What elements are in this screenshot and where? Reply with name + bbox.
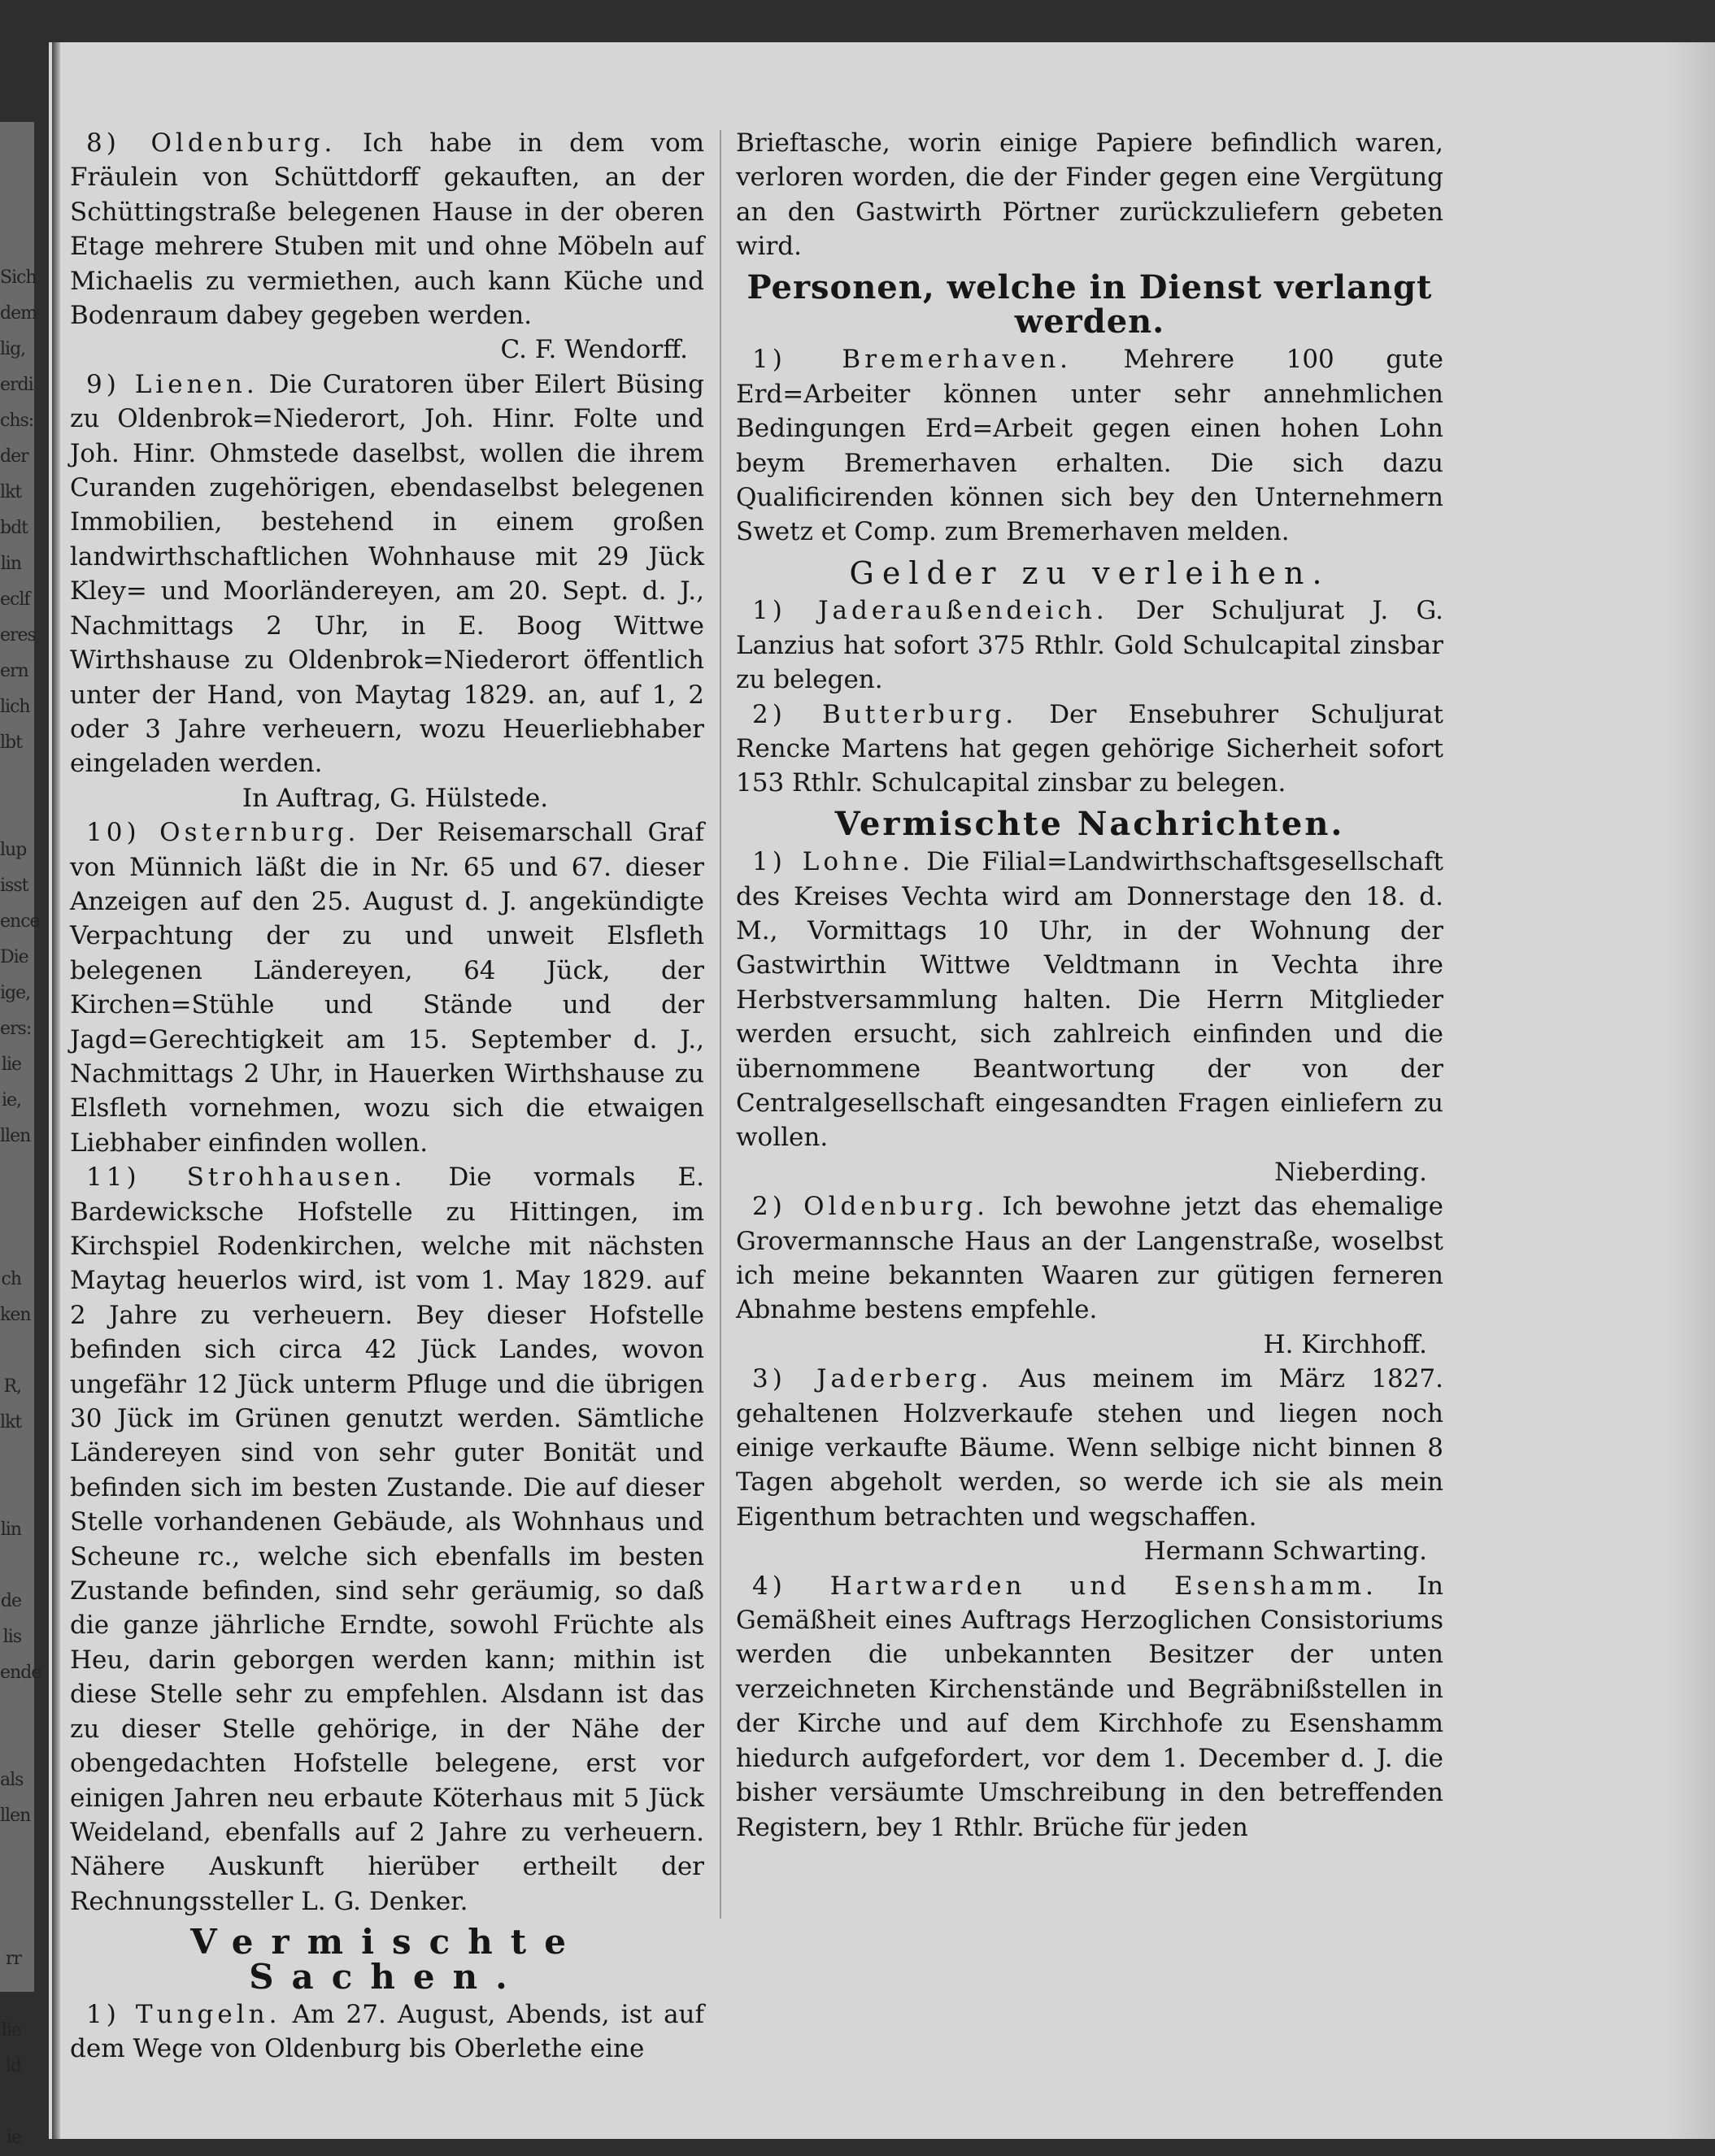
notice-text: Die Curatoren über Eilert Büsing zu Oldenbrok=Niederort, Joh. Hinr. Folte und Joh. Hinr. Ohmstede daselbst, wollen die ihrem Curanden zugehörigen, ebendaselbst belegenen Immobilien, bestehend in einem großen landwirthschaftlichen Wohnhause mit 29 Jück Kley= und Moorländereyen, am 20. Sept. d. J., Nachmittags 2 Uhr, in E. Boog Wittwe Wirthshause zu Oldenbrok=Niederort öffentlich unter der Hand, von Maytag 1829. an, auf 1, 2 oder 3 Jahre verheuern, wozu Heuerliebhaber eingeladen werden. xyxy=(70,369,704,779)
margin-fragment: de xyxy=(0,1591,21,1611)
margin-fragment xyxy=(0,761,21,797)
margin-fragment xyxy=(0,1548,21,1584)
section-heading: Vermischte Nachrichten. xyxy=(834,804,1345,843)
notice-text: Der Ensebuhrer Schuljurat Rencke Martens hat gegen gehörige Sicherheit sofort 153 Rthlr. Schulcapital zinsbar zu belegen. xyxy=(736,699,1443,798)
page-edge-shadow xyxy=(1666,42,1715,2139)
signature: In Auftrag, G. Hülstede. xyxy=(242,783,549,813)
margin-fragment: lup xyxy=(0,840,27,860)
notice-place: 3) Jaderberg. xyxy=(752,1364,993,1394)
margin-fragment: lkt xyxy=(0,1412,22,1432)
margin-fragment: ers: xyxy=(0,1019,32,1039)
signature: Hermann Schwarting. xyxy=(1143,1537,1427,1567)
margin-fragment: ence xyxy=(0,911,40,932)
signature: H. Kirchhoff. xyxy=(1263,1329,1427,1359)
notice-text: Der Reisemarschall Graf von Münnich läßt die in Nr. 65 und 67. dieser Anzeigen auf den 25. August d. J. angekündigte Verpachtung der zu und unweit Elsfleth belegenen Ländereyen, 64 Jück, der Kirchen=Stühle und Stände und der Jagd=Gerechtigkeit am 15. September d. J., Nachmittags 2 Uhr, in Hauerken Wirthshause zu Elsfleth vornehmen, wozu sich die etwaigen Liebhaber einfinden wollen. xyxy=(70,818,704,1158)
margin-fragment: erdi xyxy=(0,375,33,395)
notice-paragraph xyxy=(736,698,1443,801)
margin-fragment: llen xyxy=(0,1126,31,1146)
margin-fragment: ie xyxy=(6,2128,21,2148)
column-divider xyxy=(720,130,721,1919)
section-heading: Personen, welche in Dienst verlangt werden. xyxy=(747,267,1433,341)
section-heading: Gelder zu verleihen. xyxy=(849,554,1330,591)
notice-text: Mehrere 100 gute Erd=Arbeiter können unter sehr annehmlichen Bedingungen Erd=Arbeit gegen einen hohen Lohn beym Bremerhaven erhalten. Die sich dazu Qualificirenden können sich bey den Unternehmern Swetz et Comp. zum Bremerhaven melden. xyxy=(736,345,1443,547)
margin-fragment xyxy=(0,797,21,832)
notice-text: Ich habe in dem vom Fräulein von Schüttdorff gekauften, an der Schüttingstraße belegenen Hause in der oberen Etage mehrere Stuben mit und ohne Möbeln auf Michaelis zu vermiethen, auch kann Küche und Bodenraum dabey gegeben werden. xyxy=(70,128,705,331)
notice-text: Der Schuljurat J. G. Lanzius hat sofort 375 Rthlr. Gold Schulcapital zinsbar zu belegen. xyxy=(736,596,1443,695)
margin-fragment: lkt xyxy=(0,482,22,502)
margin-fragment: lin xyxy=(0,554,21,574)
notice-text: Die Filial=Landwirthschaftsgesellschaft des Kreises Vechta wird am Donnerstage den 18. d. M., Vormittags 10 Uhr, in der Wohnung der Gastwirthin Wittwe Veldtmann in Vechta ihre Herbstversammlung halten. Die Herrn Mitglieder werden ersucht, sich zahlreich einfinden und die übernommene Beantwortung der von der Centralgesellschaft eingesandten Fragen einliefern zu wollen. xyxy=(736,847,1443,1153)
margin-fragment xyxy=(0,1691,21,1727)
notice-paragraph xyxy=(736,1189,1443,1328)
margin-fragment: lie xyxy=(1,1054,21,1075)
margin-fragment: als xyxy=(0,1770,24,1790)
notice-text: Aus meinem im März 1827. gehaltenen Holzverkaufe stehen und liegen noch einige verkaufte Bäume. Wenn selbige nicht binnen 8 Tagen abgeholt werden, so werde ich sie als mein Eigenthum betrachten und wegschaffen. xyxy=(736,1364,1443,1532)
margin-fragment: chs: xyxy=(0,411,34,431)
margin-fragment: Die xyxy=(0,947,28,967)
margin-fragment: bdt xyxy=(0,518,28,538)
margin-fragment xyxy=(0,1154,21,1190)
section-heading: Vermischte Sachen. xyxy=(190,1922,584,1997)
notice-place: 1) Lohne. xyxy=(752,847,915,877)
margin-fragment: isst xyxy=(0,876,28,896)
notice-text: Ich bewohne jetzt das ehemalige Grovermannsche Haus an der Langenstraße, woselbst ich meine bekannten Waaren zur gütigen ferneren Abnahme bestens empfehle. xyxy=(736,1192,1443,1325)
margin-fragment: ken xyxy=(0,1305,31,1325)
notice-place: 2) Butterburg. xyxy=(752,699,1018,729)
notice-paragraph xyxy=(70,815,704,1160)
notice-place: 10) Osternburg. xyxy=(86,818,360,848)
margin-fragment xyxy=(0,1441,21,1476)
notice-text: In Gemäßheit eines Auftrags Herzoglichen Consistoriums werden die unbekannten Besitzer der unten verzeichneten Kirchenstände und Begräbnißstellen in der Kirche und auf dem Kirchhofe zu Esenshamm hiedurch aufgefordert, vor dem 1. December d. J. die bisher versäumte Umschreibung in den betreffenden Registern, bey 1 Rthlr. Brüche für jeden xyxy=(736,1571,1443,1842)
notice-paragraph xyxy=(736,342,1443,549)
notice-paragraph xyxy=(70,1160,704,1919)
margin-fragment: dem xyxy=(0,303,37,324)
margin-fragment: ige, xyxy=(0,983,31,1003)
margin-fragment: ie, xyxy=(1,1090,21,1111)
margin-fragment: lin xyxy=(0,1519,21,1540)
notice-paragraph xyxy=(736,126,1443,264)
notice-place: 1) Tungeln. xyxy=(86,1999,281,2029)
notice-paragraph xyxy=(70,126,704,333)
margin-fragment xyxy=(0,1476,21,1512)
notice-place: 8) Oldenburg. xyxy=(86,128,337,158)
notice-paragraph xyxy=(736,845,1443,1155)
notice-place: 2) Oldenburg. xyxy=(752,1192,989,1222)
margin-fragment: lie xyxy=(1,2020,21,2041)
notice-place: 11) Strohhausen. xyxy=(86,1163,407,1193)
notice-place: 1) Jaderaußendeich. xyxy=(752,596,1108,626)
margin-fragment xyxy=(0,2084,21,2120)
notice-text: Die vormals E. Bardewicksche Hofstelle zu Hittingen, im Kirchspiel Rodenkirchen, welche mit nächsten Maytag heuerlos wird, ist vom 1. May 1829. auf 2 Jahre zu verheuern. Bey dieser Hofstelle befinden sich circa 42 Jück Landes, wovon ungefähr 12 Jück unterm Pfluge und die übrigen 30 Jück im Grünen genutzt werden. Sämtliche Ländereyen sind von sehr guter Bonität und befinden sich im besten Zustande. Die auf dieser Stelle vorhandenen Gebäude, als Wohnhaus und Scheune rc., welche sich ebenfalls im besten Zustande befinden, sind sehr geräumig, so daß die ganze jährliche Erndte, sowohl Früchte als Heu, darin geborgen werden kann; mithin ist diese Stelle sehr zu empfehlen. Alsdann ist das zu dieser Stelle gehörige, in der Nähe der obengedachten Hofstelle belegene, erst vor einigen Jahren neu erbaute Köterhaus mit 5 Jück Weideland, ebenfalls auf 2 Jahre zu verheuern. Nähere Auskunft hierüber ertheilt der Rechnungssteller L. G. Denker. xyxy=(70,1163,704,1916)
notice-place: 1) Bremerhaven. xyxy=(752,345,1073,375)
margin-fragment: Sich xyxy=(0,267,37,288)
margin-fragment xyxy=(0,1834,21,1870)
notice-paragraph xyxy=(70,1997,704,2067)
notice-place: 4) Hartwarden und Esenshamm. xyxy=(752,1571,1378,1601)
right-column xyxy=(736,126,1443,1845)
margin-fragment: eres xyxy=(0,625,36,645)
margin-fragment xyxy=(0,1727,21,1763)
margin-fragment: lis xyxy=(2,1627,21,1647)
margin-fragment: eclf xyxy=(0,589,30,610)
margin-fragment xyxy=(0,1906,21,1941)
margin-fragment xyxy=(0,1190,21,1226)
book-gutter xyxy=(52,42,60,2139)
margin-fragment xyxy=(0,1977,21,2013)
margin-fragments xyxy=(0,260,41,2156)
margin-fragment xyxy=(0,1226,21,1262)
previous-page-edge xyxy=(0,122,41,2148)
notice-text: Am 27. August, Abends, ist auf dem Wege von Oldenburg bis Oberlethe eine xyxy=(70,1999,704,2064)
notice-text: Brieftasche, worin einige Papiere befindlich waren, verloren worden, die der Finder gegen eine Vergütung an den Gastwirth Pörtner zurückzuliefern gebeten wird. xyxy=(736,128,1443,262)
margin-fragment: lbt xyxy=(0,732,22,753)
margin-fragment xyxy=(0,1870,21,1906)
margin-fragment: ch xyxy=(1,1269,21,1289)
margin-fragment xyxy=(0,1333,21,1369)
left-column xyxy=(70,126,704,2067)
margin-fragment: lich xyxy=(0,697,30,717)
signature: C. F. Wendorff. xyxy=(500,335,688,365)
notice-place: 9) Lienen. xyxy=(86,369,259,399)
notice-paragraph xyxy=(736,593,1443,697)
margin-fragment: R, xyxy=(3,1376,21,1397)
notice-paragraph xyxy=(70,367,704,781)
signature: Nieberding. xyxy=(1274,1157,1427,1187)
notice-paragraph xyxy=(736,1362,1443,1534)
margin-fragment: lig, xyxy=(0,339,26,359)
margin-fragment: der xyxy=(0,446,28,467)
margin-fragment: ende xyxy=(0,1663,41,1683)
margin-fragment: llen xyxy=(0,1806,31,1826)
margin-fragment: rr xyxy=(5,1949,21,1969)
margin-fragment: ern xyxy=(0,661,28,681)
margin-fragment: ld xyxy=(5,2056,21,2076)
notice-paragraph xyxy=(736,1569,1443,1845)
